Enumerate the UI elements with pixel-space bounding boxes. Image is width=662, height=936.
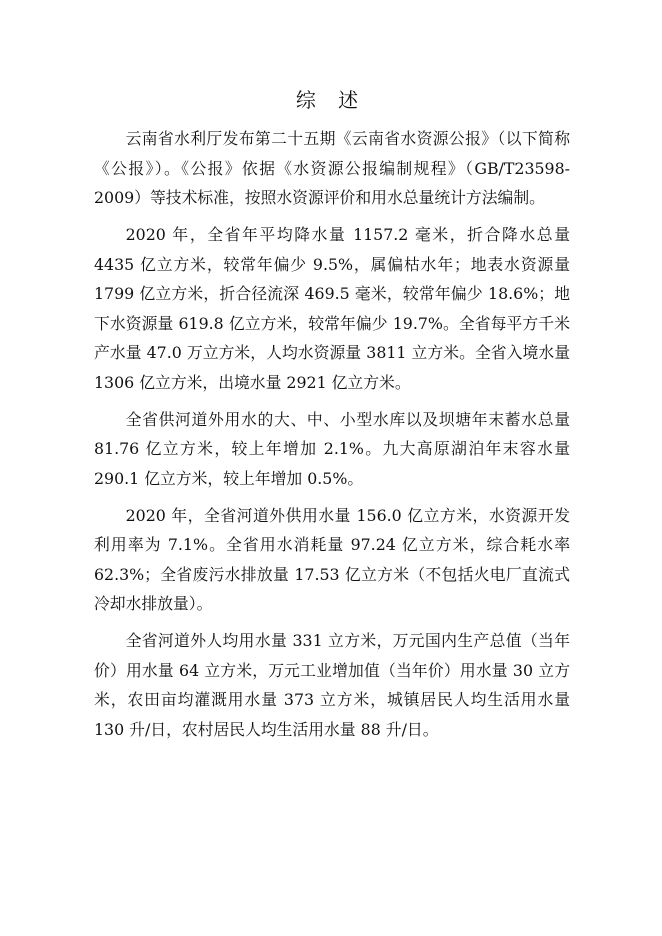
- paragraph-reservoir-storage: 全省供河道外用水的大、中、小型水库以及坝塘年末蓄水总量 81.76 亿立方米，较上年增加 2.1%。九大高原湖泊年末容水量 290.1 亿立方米，较上年增加 0.5%。: [94, 409, 570, 488]
- paragraph-water-resources: 2020 年，全省年平均降水量 1157.2 毫米，折合降水总量 4435 亿立方米，较常年偏少 9.5%，属偏枯水年；地表水资源量 1799 亿立方米，折合径流深 469.5 毫米，较常年偏少 18.6%；地下水资源量 619.8 亿立方米，较常年偏少 19.7%。全省每平方千米产水量 47.0 万立方米，人均水资源量 3811 立方米。全省入境水量 1306 亿立方米，出境水量 2921 亿立方米。: [94, 225, 570, 392]
- paragraph-water-use: 2020 年，全省河道外供用水量 156.0 亿立方米，水资源开发利用率为 7.1%。全省用水消耗量 97.24 亿立方米，综合耗水率 62.3%；全省废污水排放量 17.53 亿立方米（不包括火电厂直流式冷却水排放量）。: [94, 505, 570, 613]
- page-title: 综 述: [295, 88, 367, 112]
- paragraph-water-use-indicators: 全省河道外人均用水量 331 立方米，万元国内生产总值（当年价）用水量 64 立方米，万元工业增加值（当年价）用水量 30 立方米，农田亩均灌溉用水量 373 立方米，城镇居民人均生活用水量 130 升/日，农村居民人均生活用水量 88 升/日。: [94, 631, 570, 739]
- paragraph-intro: 云南省水利厅发布第二十五期《云南省水资源公报》（以下简称《公报》）。《公报》依据《水资源公报编制规程》（GB/T23598-2009）等技术标准，按照水资源评价和用水总量统计方法编制。: [94, 129, 570, 207]
- document-body: [94, 124, 570, 752]
